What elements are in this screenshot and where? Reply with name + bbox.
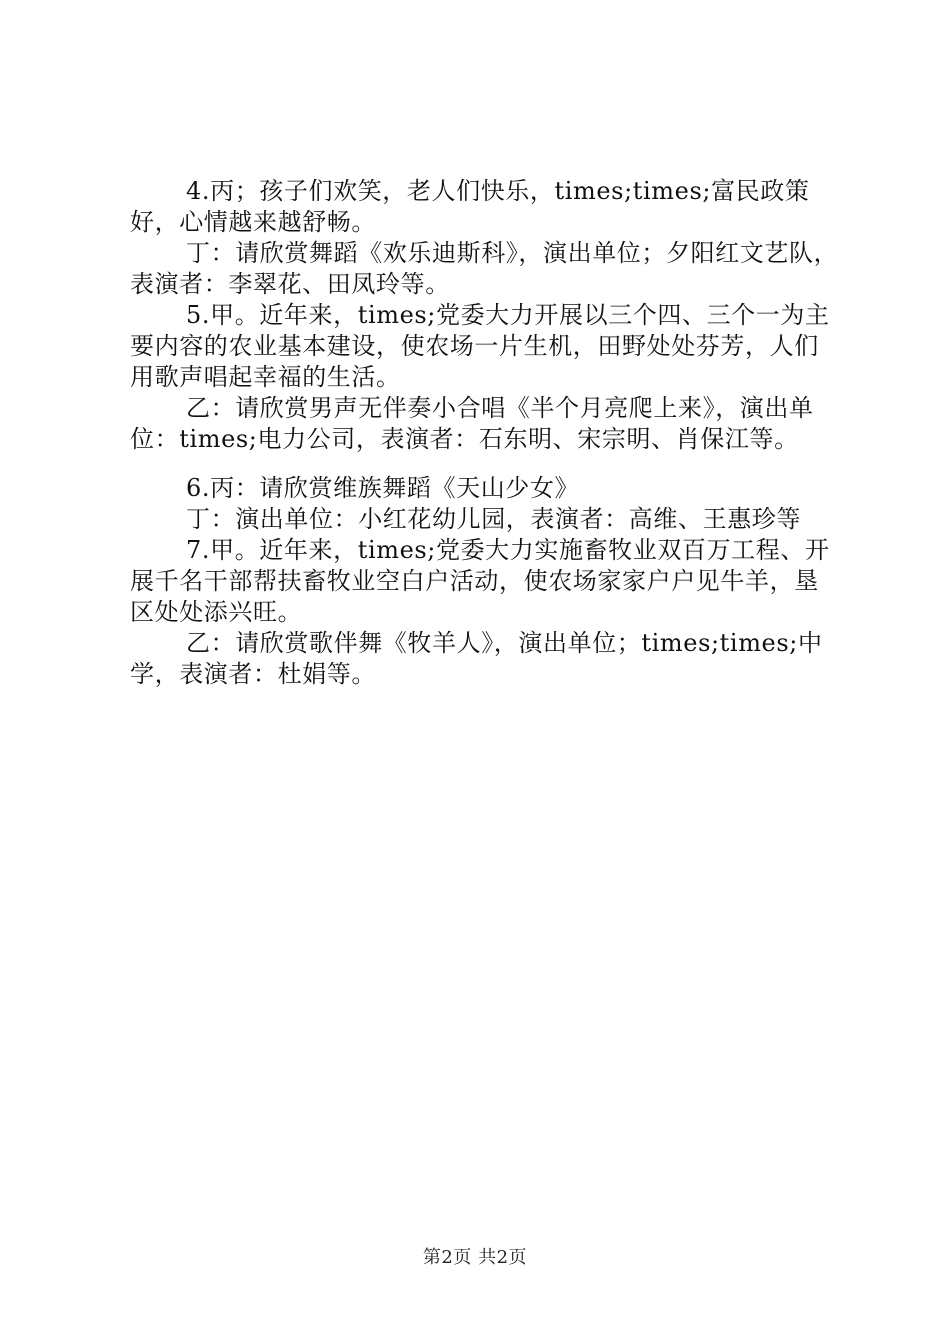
paragraph-6-ding: 丁：演出单位：小红花幼儿园，表演者：高维、王惠珍等 — [186, 505, 801, 533]
paragraph-4-ding: 丁：请欣赏舞蹈《欢乐迪斯科》，演出单位；夕阳红文艺队，表演者：李翠花、田凤玲等。 — [130, 239, 839, 298]
paragraph-5-jia: 5.甲。近年来，times;党委大力开展以三个四、三个一为主要内容的农业基本建设，使农场一片生机，田野处处芬芳，人们用歌声唱起幸福的生活。 — [130, 301, 830, 391]
page-footer: 第2页 共2页 — [422, 1247, 528, 1268]
paragraph-7-jia: 7.甲。近年来，times;党委大力实施畜牧业双百万工程、开展千名干部帮扶畜牧业空白户活动，使农场家家户户见牛羊，垦区处处添兴旺。 — [130, 536, 830, 626]
paragraph-4-bing: 4.丙；孩子们欢笑，老人们快乐，times;times;富民政策好，心情越来越舒畅。 — [130, 177, 810, 236]
paragraph-6-bing: 6.丙：请欣赏维族舞蹈《天山少女》 — [186, 474, 580, 502]
document-body — [130, 176, 840, 690]
paragraph-spacer — [130, 455, 840, 473]
paragraph-7-yi: 乙：请欣赏歌伴舞《牧羊人》，演出单位；times;times;中学，表演者：杜娟等。 — [130, 629, 823, 688]
paragraph-5-yi: 乙：请欣赏男声无伴奏小合唱《半个月亮爬上来》，演出单位：times;电力公司，表演者：石东明、宋宗明、肖保江等。 — [130, 394, 814, 453]
